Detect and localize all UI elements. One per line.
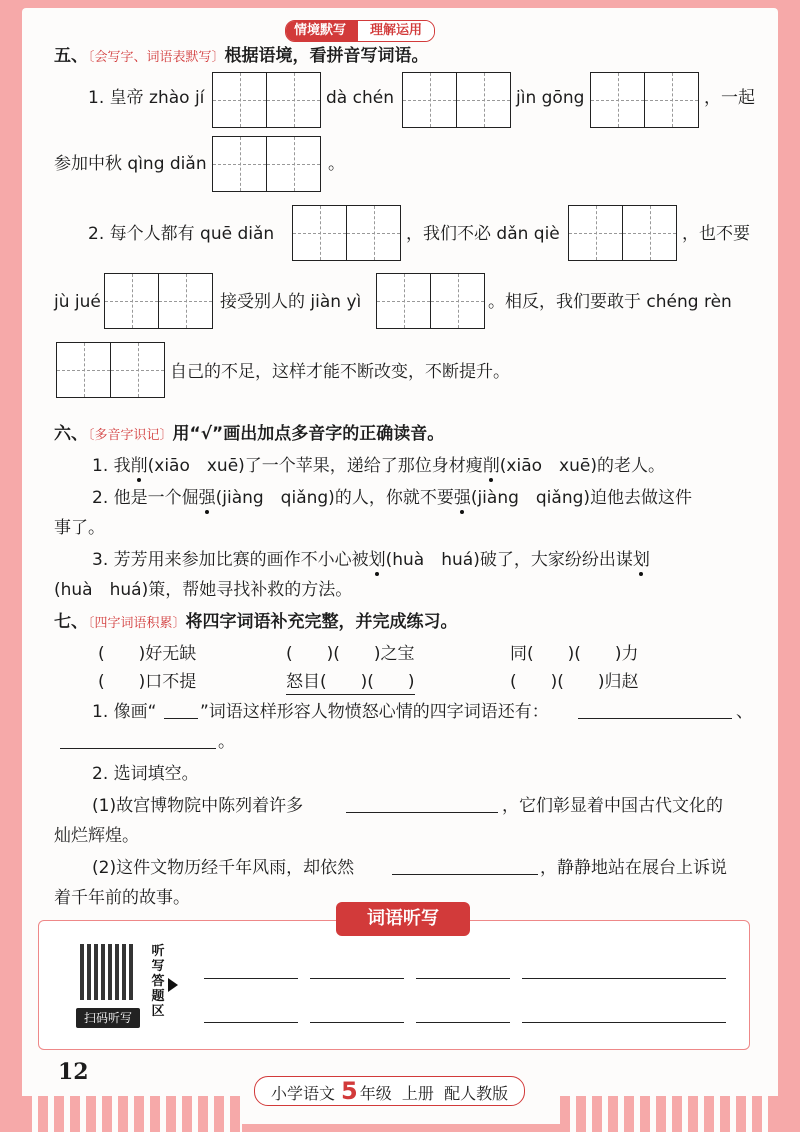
dictation-line-8[interactable] bbox=[522, 1022, 726, 1023]
practice-1-end: 。 bbox=[218, 732, 235, 752]
section-header-pill bbox=[285, 20, 435, 42]
blank-anger-idiom-2[interactable] bbox=[60, 748, 216, 749]
header-tab-dictation: 情境默写 bbox=[286, 21, 358, 41]
polyphone-sentence-1: 1. 我削(xiāo xuē)了一个苹果，递给了那位身材瘦削(xiāo xuē)的老人。 bbox=[92, 456, 665, 476]
idiom-5[interactable]: 怒目( )( ) bbox=[286, 670, 415, 695]
q1-pinyin-qingdian: 参加中秋 qìng diǎn bbox=[54, 154, 207, 174]
arrow-right-icon bbox=[168, 978, 178, 992]
answer-grid-jujue[interactable] bbox=[104, 273, 213, 329]
dictation-line-2[interactable] bbox=[310, 978, 404, 979]
practice-2-2-b: ，静静地站在展台上诉说 bbox=[540, 858, 727, 878]
section5-heading: 五、〔会写字、词语表默写〕根据语境，看拼音写词语。 bbox=[54, 46, 429, 66]
dictation-title: 词语听写 bbox=[336, 902, 470, 936]
section7-heading: 七、〔四字词语积累〕将四字词语补充完整，并完成练习。 bbox=[54, 612, 458, 632]
answer-grid-dachen[interactable] bbox=[402, 72, 511, 128]
idiom-3[interactable]: 同( )( )力 bbox=[510, 644, 639, 664]
q1-pinyin-jingong: jìn gōng bbox=[516, 88, 585, 108]
q2-pinyin-jianyi: 接受别人的 jiàn yì bbox=[220, 292, 362, 312]
practice-1-b: ”词语这样形容人物愤怒心情的四字词语还有： bbox=[200, 702, 549, 722]
practice-1-sep: 、 bbox=[736, 702, 753, 722]
q1-pinyin-dachen: dà chén bbox=[326, 88, 394, 108]
answer-grid-quedian[interactable] bbox=[292, 205, 401, 261]
header-tab-application: 理解运用 bbox=[358, 21, 434, 41]
polyphone-sentence-3: 3. 芳芳用来参加比赛的画作不小心被划(huà huá)破了，大家纷纷出谋划 bbox=[92, 550, 650, 570]
practice-1-a: 1. 像画“ bbox=[92, 702, 157, 722]
answer-grid-danqie[interactable] bbox=[568, 205, 677, 261]
q2-tail: ，也不要 bbox=[682, 224, 750, 244]
footer-stripes-left bbox=[22, 1096, 242, 1132]
dictation-answer-area bbox=[38, 920, 750, 1050]
q2-end: 自己的不足，这样才能不断改变，不断提升。 bbox=[170, 362, 510, 382]
q2-pinyin-quedian: 2. 每个人都有 quē diǎn bbox=[88, 224, 275, 244]
section6-heading: 六、〔多音字识记〕用“√”画出加点多音字的正确读音。 bbox=[54, 424, 445, 444]
practice-2-1-a: (1)故宫博物院中陈列着许多 bbox=[92, 796, 304, 816]
answer-grid-jingong[interactable] bbox=[590, 72, 699, 128]
idiom-6[interactable]: ( )( )归赵 bbox=[510, 672, 639, 692]
practice-2-1-b: ，它们彰显着中国古代文化的 bbox=[502, 796, 723, 816]
blank-anger-idiom-1[interactable] bbox=[578, 718, 732, 719]
polyphone-sentence-3-end: (huà huá)策，帮她寻找补救的方法。 bbox=[54, 580, 353, 600]
q1-end: 。 bbox=[328, 154, 345, 174]
scan-to-dictate-label: 扫码听写 bbox=[76, 1008, 140, 1028]
blank-idiom-type[interactable] bbox=[164, 718, 198, 719]
q2-pinyin-chengren: 。相反，我们要敢于 chéng rèn bbox=[488, 292, 732, 312]
practice-2-2-a: (2)这件文物历经千年风雨，却依然 bbox=[92, 858, 355, 878]
dictation-line-4[interactable] bbox=[522, 978, 726, 979]
q2-pinyin-jujue: jù jué bbox=[54, 292, 101, 312]
q1-pinyin-zhaoji: 1. 皇帝 zhào jí bbox=[88, 88, 205, 108]
practice-2: 2. 选词填空。 bbox=[92, 764, 199, 784]
polyphone-sentence-2: 2. 他是一个倔强(jiàng qiǎng)的人，你就不要强(jiàng qiǎng)迫他去做这件 bbox=[92, 488, 693, 508]
practice-2-2-c: 着千年前的故事。 bbox=[54, 888, 190, 908]
practice-2-1-c: 灿烂辉煌。 bbox=[54, 826, 139, 846]
footer-stripes-right bbox=[560, 1096, 778, 1132]
dictation-side-label: 听写答题区 bbox=[151, 944, 165, 1019]
polyphone-sentence-2-end: 事了。 bbox=[54, 518, 105, 538]
book-footer-label: 小学语文 5 年级 上册 配人教版 bbox=[254, 1076, 525, 1106]
q2-pinyin-danqie: ，我们不必 dǎn qiè bbox=[406, 224, 560, 244]
answer-grid-jianyi[interactable] bbox=[376, 273, 485, 329]
dictation-line-6[interactable] bbox=[310, 1022, 404, 1023]
idiom-2[interactable]: ( )( )之宝 bbox=[286, 644, 415, 664]
dictation-line-1[interactable] bbox=[204, 978, 298, 979]
answer-grid-zhaoji[interactable] bbox=[212, 72, 321, 128]
dictation-line-7[interactable] bbox=[416, 1022, 510, 1023]
dictation-line-3[interactable] bbox=[416, 978, 510, 979]
q1-tail: ，一起 bbox=[704, 88, 755, 108]
dictation-line-5[interactable] bbox=[204, 1022, 298, 1023]
qr-code-icon[interactable] bbox=[80, 944, 136, 1000]
idiom-1[interactable]: ( )好无缺 bbox=[98, 644, 197, 664]
idiom-4[interactable]: ( )口不提 bbox=[98, 672, 197, 692]
answer-grid-qingdian[interactable] bbox=[212, 136, 321, 192]
page-number: 12 bbox=[58, 1059, 89, 1085]
blank-fill-1[interactable] bbox=[346, 812, 498, 813]
answer-grid-chengren[interactable] bbox=[56, 342, 165, 398]
blank-fill-2[interactable] bbox=[392, 874, 538, 875]
